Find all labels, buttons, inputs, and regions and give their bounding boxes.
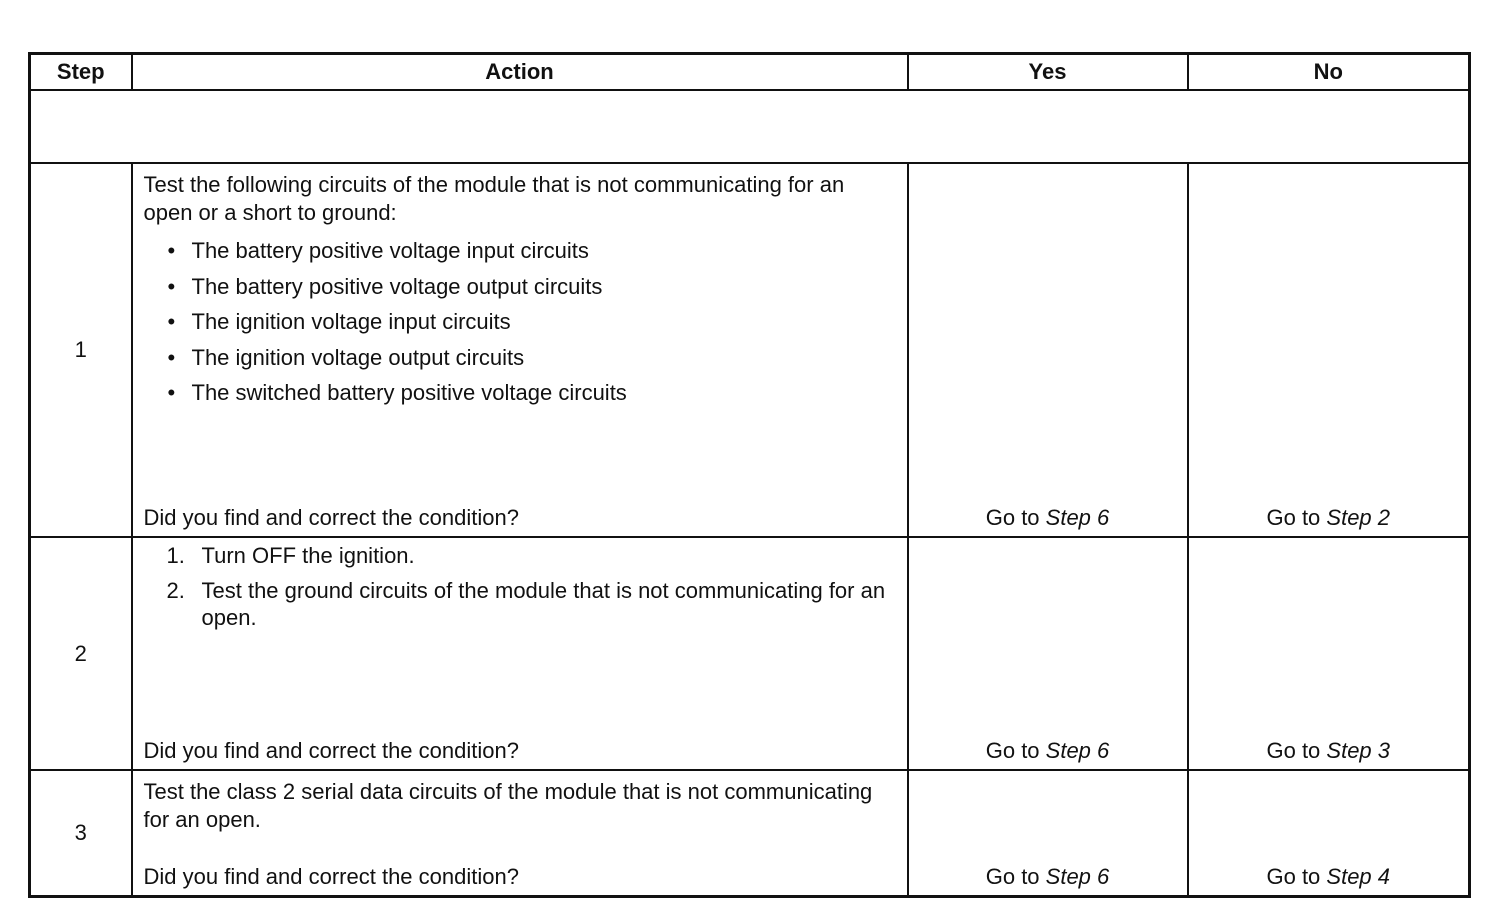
header-row: [30, 54, 1470, 91]
list-item-text: The ignition voltage input circuits: [191, 309, 511, 334]
list-item: [144, 577, 895, 631]
action-cell: [132, 770, 908, 897]
bullet-icon: •: [167, 238, 176, 263]
circuit-list: [144, 233, 895, 411]
list-item-text: Turn OFF the ignition.: [201, 543, 415, 568]
list-item: [168, 233, 895, 269]
yes-goto: [909, 504, 1187, 532]
list-item-text: The battery positive voltage output circuits: [191, 273, 603, 299]
action-cell: [132, 537, 908, 770]
action-question: Did you find and correct the condition?: [143, 738, 519, 763]
goto-step-link: Step 2: [1326, 505, 1391, 530]
step-number: 2: [30, 537, 132, 770]
goto-prefix: Go to: [1266, 505, 1327, 530]
step-number: 3: [30, 770, 132, 897]
yes-cell: [908, 163, 1188, 537]
blank-cell: [30, 90, 1470, 163]
bullet-icon: •: [167, 309, 176, 334]
action-question: Did you find and correct the condition?: [143, 505, 519, 530]
no-goto: [1189, 863, 1469, 891]
diagnostic-table: [28, 52, 1471, 898]
no-goto: [1189, 504, 1469, 532]
header-no: No: [1188, 54, 1470, 91]
goto-step-link: Step 3: [1326, 738, 1391, 763]
yes-cell: [908, 537, 1188, 770]
no-goto: [1189, 737, 1469, 765]
goto-prefix: Go to: [1266, 738, 1327, 763]
list-item: [168, 269, 895, 305]
list-item-number: 2.: [166, 578, 185, 603]
table-row-step-3: [30, 770, 1470, 897]
list-item-text: The battery positive voltage input circuits: [191, 238, 589, 263]
action-intro: Test the class 2 serial data circuits of the module that is not communicating for an open.: [143, 779, 873, 832]
goto-prefix: Go to: [1266, 864, 1327, 889]
blank-row: [30, 90, 1470, 163]
list-item-text: Test the ground circuits of the module that is not communicating for an open.: [201, 578, 886, 630]
goto-prefix: Go to: [985, 738, 1046, 763]
goto-step-link: Step 4: [1326, 864, 1391, 889]
table-row-step-1: [30, 163, 1470, 537]
bullet-icon: •: [167, 273, 176, 299]
list-item: [144, 542, 895, 569]
list-item-number: 1.: [166, 543, 185, 568]
yes-goto: [909, 737, 1187, 765]
table-row-step-2: [30, 537, 1470, 770]
goto-step-link: Step 6: [1045, 864, 1110, 889]
action-intro: Test the following circuits of the module that is not communicating for an open or a short to ground:: [143, 172, 845, 225]
action-question: Did you find and correct the condition?: [143, 864, 519, 889]
action-cell: [132, 163, 908, 537]
list-item: [168, 375, 895, 411]
bullet-icon: •: [167, 380, 176, 405]
goto-prefix: Go to: [985, 864, 1046, 889]
no-cell: [1188, 537, 1470, 770]
goto-prefix: Go to: [985, 505, 1046, 530]
list-item-text: The ignition voltage output circuits: [191, 344, 525, 370]
header-action: Action: [132, 54, 908, 91]
goto-step-link: Step 6: [1045, 505, 1110, 530]
procedure-list: [144, 542, 895, 639]
list-item: [168, 340, 895, 376]
no-cell: [1188, 770, 1470, 897]
no-cell: [1188, 163, 1470, 537]
yes-cell: [908, 770, 1188, 897]
action-text-block: [144, 171, 895, 411]
goto-step-link: Step 6: [1045, 738, 1110, 763]
header-step: Step: [30, 54, 132, 91]
header-yes: Yes: [908, 54, 1188, 91]
bullet-icon: •: [167, 344, 176, 370]
yes-goto: [909, 863, 1187, 891]
step-number: 1: [30, 163, 132, 537]
list-item: [168, 304, 895, 340]
list-item-text: The switched battery positive voltage circuits: [191, 380, 627, 405]
